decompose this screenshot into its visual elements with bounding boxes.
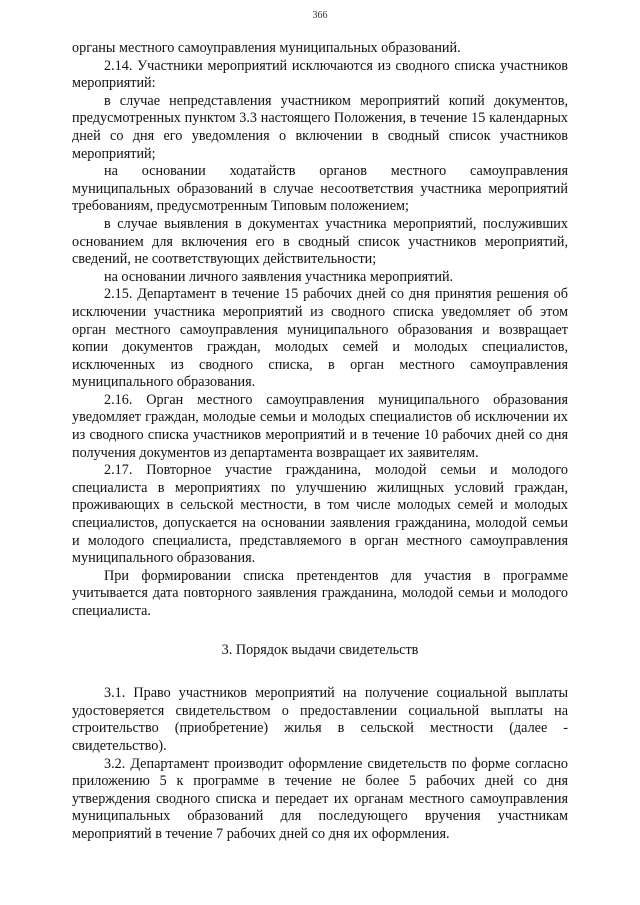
document-body [72,40,568,844]
section-heading: 3. Порядок выдачи свидетельств [221,641,419,658]
paragraph-2-14-item-4: на основании личного заявления участника мероприятий. [104,268,454,285]
paragraph-2-16: 2.16. Орган местного самоуправления муниципального образования уведомляет граждан, молодые семьи и молодых специалистов об исключении их из сводного списка участников мероприятий и в течение 10 рабочих дней со дня получения документов из департамента возвращает их заявителям. [72,391,568,461]
paragraph-2-14: 2.14. Участники мероприятий исключаются из сводного списка участников мероприятий: [72,57,568,92]
page-number: 366 [312,10,328,21]
paragraph-2-14-item-2: на основании ходатайств органов местного самоуправления муниципальных образований в случае несоответствия участника мероприятий требованиям, предусмотренным Типовым положением; [72,163,568,215]
paragraph-2-17-note: При формировании списка претендентов для участия в программе учитывается дата повторного заявления гражданина, молодой семьи и молодого специалиста. [72,567,568,619]
paragraph-2-17: 2.17. Повторное участие гражданина, молодой семьи и молодого специалиста в мероприятиях по улучшению жилищных условий граждан, проживающих в сельской местности, в том числе молодых семей и молодых специалистов, допускается на основании заявления гражданина, молодой семьи и молодого специалиста, представляемого в орган местного самоуправления муниципального образования. [72,462,568,567]
paragraph-continuation: органы местного самоуправления муниципальных образований. [72,40,461,56]
paragraph-2-14-item-1: в случае непредставления участником мероприятий копий документов, предусмотренных пунктом 3.3 настоящего Положения, в течение 15 календарных дней со дня его уведомления о включении в сводный список участников мероприятий; [72,92,568,162]
paragraph-3-1: 3.1. Право участников мероприятий на получение социальной выплаты удостоверяется свидетельством о предоставлении социальной выплаты на строительство (приобретение) жилья в сельской местности (далее - свидетельство). [72,685,568,754]
paragraph-2-14-item-3: в случае выявления в документах участника мероприятий, послуживших основанием для включения его в сводный список участников мероприятий, сведений, не соответствующих действительности; [72,215,568,268]
paragraph-3-2: 3.2. Департамент производит оформление свидетельств по форме согласно приложению 5 к программе в течение не более 5 рабочих дней со дня утверждения сводного списка и передает их органам местного самоуправления муниципальных образований для последующего вручения участникам мероприятий в течение 7 рабочих дней со дня их оформления. [72,755,568,842]
paragraph-2-15: 2.15. Департамент в течение 15 рабочих дней со дня принятия решения об исключении участника мероприятий из сводного списка уведомляет об этом орган местного самоуправления муниципального образования и возвращает копии документов граждан, молодых семей и молодых специалистов, исключенных из сводного списка, в орган местного самоуправления муниципального образования. [72,286,568,391]
